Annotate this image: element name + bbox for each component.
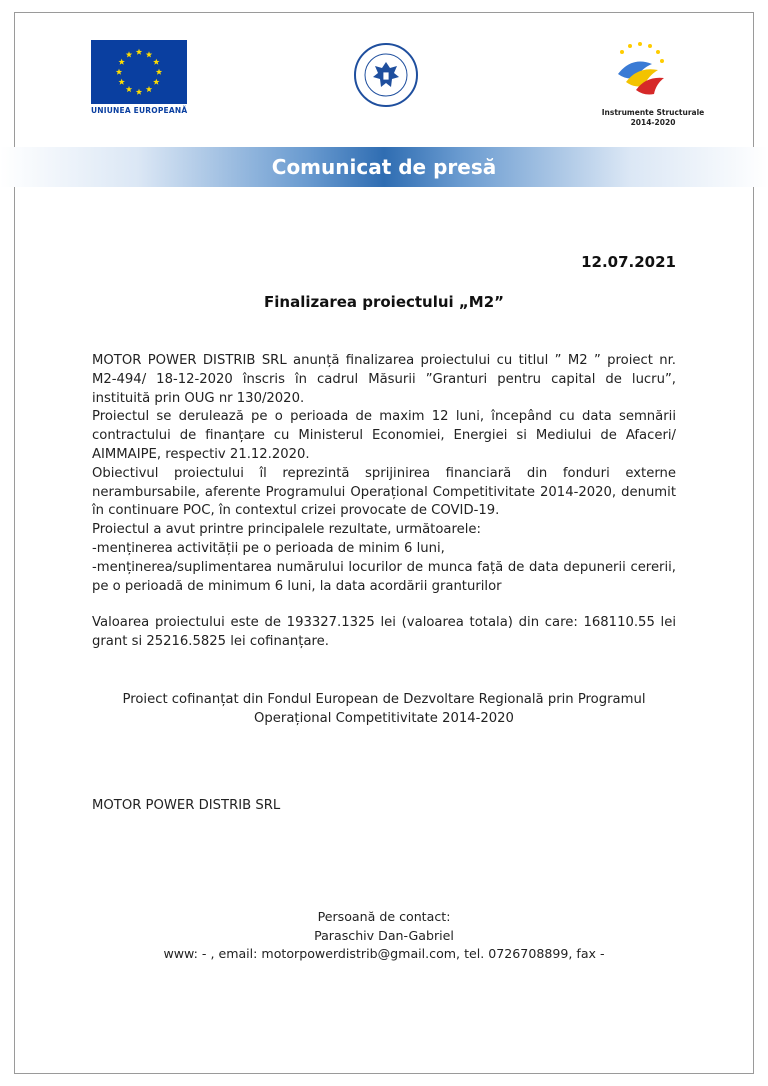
contact-block bbox=[0, 908, 768, 964]
document-title: Finalizarea proiectului „M2” bbox=[264, 293, 504, 311]
eu-caption: UNIUNEA EUROPEANĂ bbox=[91, 106, 188, 115]
paragraph-objective: Obiectivul proiectului îl reprezintă sprijinirea financiară din fonduri externe nerambursabile, aferente Programului Operațional Competitivitate 2014-2020, denumit în continuare POC, în contextul crizei provocate de COVID-19. bbox=[92, 465, 676, 519]
structural-caption-years: 2014-2020 bbox=[630, 118, 676, 127]
contact-details: www: - , email: motorpowerdistrib@gmail.com, tel. 0726708899, fax - bbox=[163, 946, 605, 961]
paragraph-duration: Proiectul se derulează pe o perioada de maxim 12 luni, începând cu data semnării contractului de finanțare cu Ministerul Economiei, Energiei si Mediului de Afaceri/ AIMMAIPE, respectiv 21.12.2020. bbox=[92, 409, 676, 462]
result-item-jobs: -menținerea/suplimentarea numărului locurilor de munca față de data depunerii cererii, pe o perioadă de minimum 6 luni, la data acordării granturilor bbox=[92, 559, 676, 594]
structural-caption-title: Instrumente Structurale bbox=[601, 108, 705, 117]
document-date: 12.07.2021 bbox=[581, 253, 676, 271]
document-body bbox=[92, 352, 676, 652]
press-release-banner bbox=[0, 147, 768, 187]
eu-flag-logo bbox=[91, 40, 187, 104]
paragraph-project-value: Valoarea proiectului este de 193327.1325 lei (valoarea totala) din care: 168110.55 lei grant si 25216.5825 lei cofinanțare. bbox=[92, 615, 676, 650]
result-item-activity: -menținerea activității pe o perioada de minim 6 luni, bbox=[92, 540, 445, 556]
company-name: MOTOR POWER DISTRIB SRL bbox=[92, 798, 281, 813]
government-seal-logo bbox=[353, 42, 419, 108]
contact-heading: Persoană de contact: bbox=[317, 909, 451, 924]
cofinancing-statement: Proiect cofinanțat din Fondul European de Dezvoltare Regională prin Programul Operațional Competitivitate 2014-2020 bbox=[122, 692, 646, 726]
paragraph-results-intro: Proiectul a avut printre principalele rezultate, următoarele: bbox=[92, 522, 481, 538]
banner-title: Comunicat de presă bbox=[271, 155, 497, 179]
contact-name: Paraschiv Dan-Gabriel bbox=[314, 927, 454, 943]
structural-instruments-logo bbox=[612, 38, 668, 104]
paragraph-announcement: MOTOR POWER DISTRIB SRL anunță finalizarea proiectului cu titlul ” M2 ” proiect nr. M2-494/ 18-12-2020 înscris în cadrul Măsurii ”Granturi pentru capital de lucru”, instituită prin OUG nr 130/2020. bbox=[92, 353, 676, 406]
